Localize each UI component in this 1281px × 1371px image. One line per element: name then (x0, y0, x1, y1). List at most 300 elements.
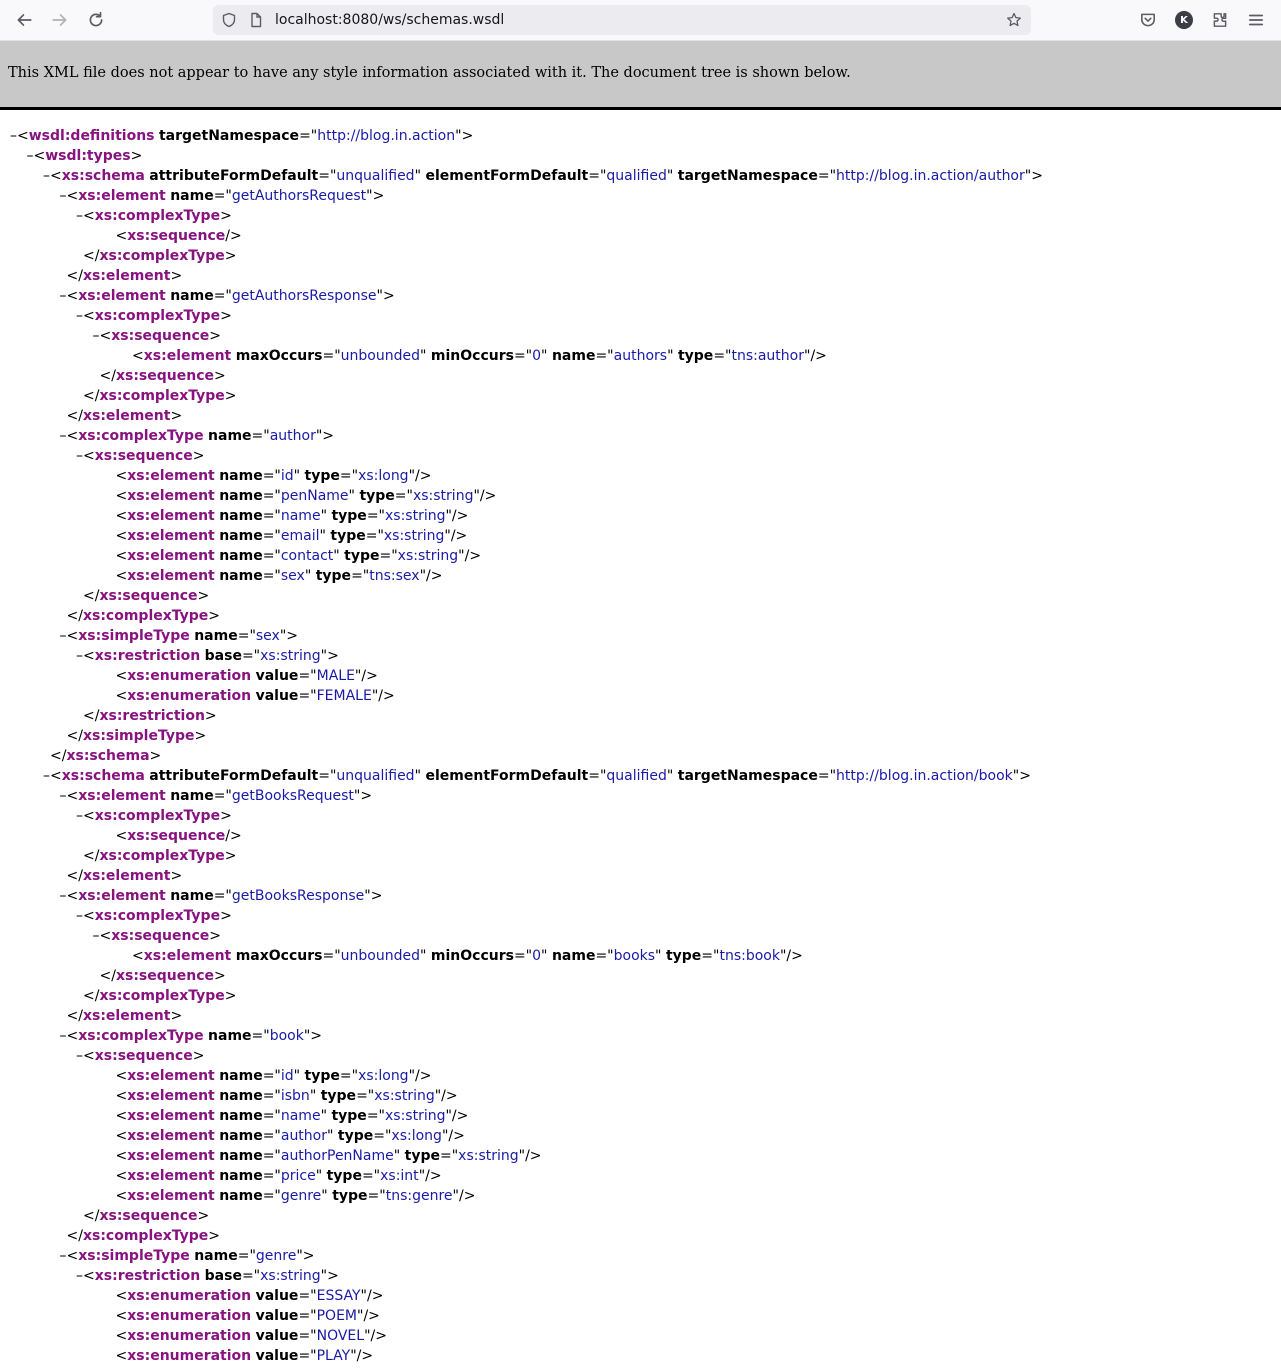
attribute-quote: =" (322, 948, 341, 964)
attribute-quote: " (320, 648, 328, 664)
attribute-name: name (219, 548, 263, 564)
menu-icon[interactable] (1242, 6, 1270, 34)
attribute-quote: " (303, 1028, 311, 1044)
xml-line (0, 1046, 1281, 1066)
tag-bracket: /> (441, 1088, 458, 1104)
tag-bracket: < (83, 208, 95, 224)
attribute-value: id (280, 468, 294, 484)
attribute-name: elementFormDefault (425, 768, 589, 784)
xml-info-message: This XML file does not appear to have any style information associated with it. The document tree is shown below. (8, 65, 851, 81)
star-icon[interactable] (1005, 11, 1023, 29)
attribute-quote: =" (339, 1068, 359, 1084)
xml-document-tree (0, 126, 1281, 1366)
attribute-value: author (280, 1128, 327, 1144)
tag-name: xs:sequence (115, 368, 214, 384)
attribute-name: value (255, 688, 299, 704)
xml-line (0, 1346, 1281, 1366)
xml-line (0, 966, 1281, 986)
tag-bracket: > (149, 748, 162, 764)
xml-line (0, 686, 1281, 706)
tag-name: xs:complexType (99, 388, 225, 404)
attribute-quote: =" (701, 948, 720, 964)
tag-name: xs:element (78, 188, 166, 204)
profile-avatar[interactable]: K (1175, 11, 1193, 29)
pocket-icon[interactable] (1134, 6, 1162, 34)
attribute-quote: " (414, 768, 422, 784)
attribute-quote: =" (262, 1188, 281, 1204)
collapse-toggle[interactable]: – (59, 188, 67, 204)
tag-bracket: /> (426, 568, 443, 584)
xml-line (0, 746, 1281, 766)
tag-bracket: > (170, 1008, 183, 1024)
attribute-quote: =" (379, 548, 398, 564)
attribute-name: name (194, 628, 238, 644)
tag-bracket: </ (99, 968, 116, 984)
attribute-quote: " (393, 1148, 401, 1164)
attribute-quote: =" (713, 348, 732, 364)
tag-bracket: > (194, 728, 207, 744)
tag-name: xs:complexType (94, 808, 221, 824)
attribute-value: xs:string (384, 508, 446, 524)
tag-name: xs:complexType (78, 428, 204, 444)
attribute-quote: " (320, 1268, 328, 1284)
attribute-quote: " (319, 528, 326, 544)
attribute-name: attributeFormDefault (149, 768, 319, 784)
xml-line (0, 1246, 1281, 1266)
xml-line (0, 546, 1281, 566)
attribute-name: name (194, 1248, 238, 1264)
attribute-quote: =" (339, 468, 359, 484)
tag-bracket: < (99, 928, 112, 944)
attribute-value: xs:string (397, 548, 459, 564)
attribute-quote: =" (241, 648, 261, 664)
attribute-quote: " (327, 1128, 334, 1144)
tag-name: xs:element (127, 508, 215, 524)
attribute-quote: =" (361, 1168, 381, 1184)
attribute-quote: " (419, 568, 427, 584)
attribute-quote: " (279, 628, 287, 644)
attribute-value: author (269, 428, 316, 444)
attribute-name: type (665, 948, 702, 964)
tag-bracket: < (66, 888, 79, 904)
tag-name: xs:complexType (94, 908, 221, 924)
attribute-name: type (304, 1068, 340, 1084)
tag-bracket: < (50, 168, 62, 184)
tag-name: xs:element (82, 868, 171, 884)
tag-name: xs:element (127, 548, 215, 564)
tag-bracket: < (66, 188, 79, 204)
page-icon[interactable] (247, 11, 265, 29)
collapse-toggle[interactable]: – (76, 648, 83, 664)
tag-bracket: > (204, 708, 217, 724)
attribute-name: name (551, 948, 596, 964)
tag-bracket: /> (225, 828, 242, 844)
attribute-quote: =" (262, 1128, 281, 1144)
xml-line (0, 926, 1281, 946)
tag-name: xs:element (127, 1128, 215, 1144)
attribute-name: value (255, 1308, 299, 1324)
attribute-quote: " (354, 668, 362, 684)
attribute-name: base (204, 1268, 242, 1284)
attribute-name: value (255, 668, 299, 684)
tag-name: xs:enumeration (127, 688, 252, 704)
tag-name: xs:element (82, 1008, 171, 1024)
attribute-value: POEM (316, 1308, 357, 1324)
tag-bracket: </ (83, 1208, 100, 1224)
tag-bracket: < (115, 468, 128, 484)
attribute-quote: =" (588, 168, 607, 184)
attribute-quote: =" (394, 488, 413, 504)
tag-bracket: < (115, 1068, 128, 1084)
attribute-value: tns:book (719, 948, 780, 964)
collapse-toggle[interactable]: – (92, 328, 100, 344)
xml-line (0, 126, 1281, 146)
attribute-quote: =" (322, 348, 341, 364)
xml-line (0, 1126, 1281, 1146)
attribute-value: xs:string (260, 1268, 321, 1284)
xml-line (0, 1026, 1281, 1046)
xml-line (0, 326, 1281, 346)
attribute-name: name (170, 888, 214, 904)
attribute-value: tns:genre (385, 1188, 453, 1204)
xml-line (0, 826, 1281, 846)
collapse-toggle[interactable]: – (10, 128, 17, 144)
tag-name: xs:sequence (115, 968, 214, 984)
collapse-toggle[interactable]: – (76, 908, 83, 924)
attribute-value: xs:string (412, 488, 474, 504)
tag-bracket: > (197, 588, 210, 604)
xml-line (0, 286, 1281, 306)
attribute-name: minOccurs (430, 948, 514, 964)
tag-bracket: > (224, 988, 237, 1004)
collapse-toggle[interactable]: – (59, 1248, 67, 1264)
collapse-toggle[interactable]: – (43, 768, 50, 784)
tag-bracket: > (209, 328, 222, 344)
collapse-toggle[interactable]: – (59, 888, 67, 904)
tag-name: xs:element (127, 528, 215, 544)
attribute-value: xs:long (391, 1128, 442, 1144)
xml-line (0, 706, 1281, 726)
attribute-quote: " (320, 508, 328, 524)
collapse-toggle[interactable]: – (26, 148, 34, 164)
tag-bracket: < (115, 488, 128, 504)
attribute-name: minOccurs (430, 348, 514, 364)
tag-name: wsdl:types (45, 148, 131, 164)
tag-bracket: > (220, 908, 232, 924)
xml-line (0, 726, 1281, 746)
attribute-quote: " (455, 128, 462, 144)
attribute-quote: =" (237, 628, 256, 644)
tag-bracket: < (115, 548, 128, 564)
attribute-name: type (344, 548, 380, 564)
tag-bracket: /> (366, 1288, 384, 1304)
attribute-name: type (326, 1168, 362, 1184)
attribute-quote: =" (366, 1108, 385, 1124)
attribute-quote: " (293, 1068, 301, 1084)
collapse-toggle[interactable]: – (59, 788, 67, 804)
attribute-quote: " (364, 1328, 371, 1344)
xml-line (0, 346, 1281, 366)
shield-icon[interactable] (220, 11, 238, 29)
attribute-value: penName (280, 488, 349, 504)
attribute-quote: " (315, 428, 323, 444)
attribute-name: type (331, 508, 367, 524)
attribute-quote: =" (298, 1288, 317, 1304)
attribute-quote: =" (439, 1148, 459, 1164)
tag-bracket: > (302, 1248, 315, 1264)
attribute-value: xs:string (260, 648, 321, 664)
tag-bracket: </ (66, 728, 83, 744)
xml-line (0, 206, 1281, 226)
tag-bracket: /> (479, 488, 497, 504)
attribute-quote: =" (262, 1068, 281, 1084)
tag-name: xs:enumeration (127, 1308, 252, 1324)
attribute-quote: =" (262, 568, 281, 584)
tag-name: xs:sequence (111, 328, 210, 344)
tag-bracket: < (115, 568, 128, 584)
attribute-quote: =" (366, 508, 385, 524)
attribute-name: name (208, 1028, 252, 1044)
attribute-quote: " (357, 1308, 364, 1324)
attribute-value: tns:sex (369, 568, 420, 584)
xml-line (0, 406, 1281, 426)
tag-bracket: > (170, 408, 183, 424)
tag-bracket: > (327, 648, 339, 664)
attribute-quote: =" (595, 348, 614, 364)
back-icon[interactable] (10, 6, 38, 34)
attribute-quote: =" (588, 768, 607, 784)
tag-bracket: </ (66, 1228, 83, 1244)
attribute-quote: " (473, 488, 480, 504)
tag-bracket: < (115, 1168, 128, 1184)
tag-bracket: < (83, 908, 95, 924)
attribute-value: xs:int (380, 1168, 419, 1184)
attribute-quote: " (458, 548, 465, 564)
tag-bracket: < (66, 428, 79, 444)
attribute-name: name (219, 568, 263, 584)
tag-bracket: > (208, 608, 221, 624)
tag-name: xs:enumeration (127, 1328, 252, 1344)
tag-bracket: < (115, 1148, 128, 1164)
attribute-quote: " (293, 468, 301, 484)
tag-bracket: </ (66, 268, 83, 284)
tag-bracket: < (66, 1248, 79, 1264)
tag-bracket: </ (66, 1008, 83, 1024)
tag-name: xs:enumeration (127, 668, 252, 684)
attribute-quote: =" (213, 188, 232, 204)
attribute-quote: " (1024, 168, 1032, 184)
tag-bracket: < (83, 448, 95, 464)
collapse-toggle[interactable]: – (76, 448, 83, 464)
xml-line (0, 506, 1281, 526)
tag-bracket: /> (356, 1348, 374, 1364)
tag-name: xs:complexType (99, 848, 225, 864)
collapse-toggle[interactable]: – (76, 208, 83, 224)
tag-bracket: </ (99, 368, 116, 384)
tag-name: xs:sequence (99, 1208, 198, 1224)
attribute-quote: " (350, 1348, 357, 1364)
tag-bracket: > (1031, 168, 1043, 184)
attribute-name: name (219, 1068, 263, 1084)
attribute-name: name (208, 428, 252, 444)
attribute-quote: " (320, 1108, 328, 1124)
tag-bracket: < (115, 1288, 128, 1304)
collapse-toggle[interactable]: – (76, 808, 83, 824)
attribute-name: type (330, 528, 366, 544)
tag-bracket: /> (810, 348, 827, 364)
url-text[interactable]: localhost:8080/ws/schemas.wsdl (275, 12, 505, 28)
attribute-value: unqualified (336, 768, 415, 784)
tag-name: xs:complexType (78, 1028, 204, 1044)
attribute-value: email (280, 528, 320, 544)
attribute-name: type (404, 1148, 440, 1164)
collapse-toggle[interactable]: – (59, 428, 67, 444)
xml-line (0, 246, 1281, 266)
tag-name: xs:sequence (99, 588, 198, 604)
attribute-quote: =" (262, 488, 281, 504)
attribute-quote: =" (213, 788, 232, 804)
attribute-quote: " (518, 1148, 526, 1164)
attribute-value: xs:long (358, 468, 409, 484)
attribute-quote: =" (251, 428, 270, 444)
xml-line (0, 946, 1281, 966)
attribute-value: qualified (606, 768, 667, 784)
url-bar[interactable] (213, 5, 1031, 35)
collapse-toggle[interactable]: – (43, 168, 50, 184)
forward-icon[interactable] (46, 6, 74, 34)
xml-line (0, 1066, 1281, 1086)
attribute-name: type (304, 468, 340, 484)
collapse-toggle[interactable]: – (76, 1268, 83, 1284)
xml-line (0, 466, 1281, 486)
attribute-value: genre (255, 1248, 297, 1264)
attribute-value: NOVEL (316, 1328, 365, 1344)
xml-line (0, 1086, 1281, 1106)
attribute-value: unbounded (340, 948, 420, 964)
tag-bracket: /> (451, 1108, 469, 1124)
collapse-toggle[interactable]: – (76, 1048, 83, 1064)
tag-bracket: < (83, 1268, 95, 1284)
tag-bracket: > (286, 628, 299, 644)
tag-name: xs:complexType (82, 1228, 209, 1244)
attribute-value: tns:author (731, 348, 804, 364)
tag-bracket: < (115, 1088, 128, 1104)
attribute-quote: =" (298, 1348, 317, 1364)
attribute-quote: =" (251, 1028, 270, 1044)
attribute-value: xs:string (458, 1148, 519, 1164)
tag-bracket: < (83, 308, 95, 324)
collapse-toggle[interactable]: – (59, 288, 67, 304)
collapse-toggle[interactable]: – (59, 628, 67, 644)
tag-name: xs:element (78, 788, 166, 804)
tag-bracket: > (224, 848, 237, 864)
tag-name: xs:restriction (94, 1268, 201, 1284)
attribute-quote: " (376, 288, 383, 304)
tag-bracket: > (220, 308, 232, 324)
attribute-quote: " (1012, 768, 1020, 784)
attribute-name: name (219, 508, 263, 524)
extensions-icon[interactable] (1206, 6, 1234, 34)
attribute-quote: " (666, 768, 674, 784)
attribute-value: name (280, 1108, 321, 1124)
attribute-value: authors (613, 348, 668, 364)
tag-bracket: < (115, 1128, 128, 1144)
tag-bracket: < (83, 808, 95, 824)
attribute-quote: =" (298, 1328, 317, 1344)
attribute-quote: " (366, 188, 373, 204)
attribute-quote: =" (356, 1088, 375, 1104)
tag-bracket: > (322, 428, 335, 444)
attribute-name: base (204, 648, 242, 664)
tag-bracket: > (170, 268, 183, 284)
attribute-value: xs:long (358, 1068, 409, 1084)
tag-bracket: < (66, 1028, 79, 1044)
tag-name: xs:element (127, 1108, 215, 1124)
tag-name: xs:element (78, 888, 166, 904)
xml-line (0, 1226, 1281, 1246)
tag-bracket: /> (786, 948, 803, 964)
tag-bracket: > (224, 388, 237, 404)
attribute-name: type (359, 488, 395, 504)
tag-name: xs:sequence (94, 448, 193, 464)
collapse-toggle[interactable]: – (92, 928, 100, 944)
attribute-quote: " (353, 788, 361, 804)
tag-bracket: /> (415, 468, 432, 484)
tag-name: xs:element (78, 288, 166, 304)
attribute-quote: =" (367, 1188, 386, 1204)
tag-bracket: < (83, 648, 95, 664)
attribute-value: name (280, 508, 321, 524)
attribute-quote: " (444, 528, 451, 544)
attribute-name: attributeFormDefault (149, 168, 319, 184)
reload-icon[interactable] (82, 6, 110, 34)
tag-name: xs:element (127, 1088, 215, 1104)
collapse-toggle[interactable]: – (59, 1028, 67, 1044)
attribute-name: elementFormDefault (425, 168, 589, 184)
xml-line (0, 306, 1281, 326)
tag-bracket: < (132, 948, 144, 964)
tag-bracket: < (115, 1108, 128, 1124)
attribute-quote: " (779, 948, 787, 964)
xml-line (0, 386, 1281, 406)
attribute-value: 0 (532, 348, 542, 364)
tag-bracket: < (115, 1308, 128, 1324)
attribute-name: name (219, 528, 263, 544)
xml-line (0, 766, 1281, 786)
attribute-name: name (219, 488, 263, 504)
xml-line (0, 226, 1281, 246)
tag-bracket: < (115, 1188, 128, 1204)
attribute-name: name (219, 1148, 263, 1164)
tag-name: xs:element (127, 568, 215, 584)
attribute-name: type (332, 1188, 368, 1204)
browser-toolbar (0, 0, 1281, 41)
attribute-value: price (280, 1168, 316, 1184)
tag-bracket: < (115, 828, 128, 844)
xml-line (0, 1186, 1281, 1206)
attribute-quote: " (348, 488, 355, 504)
tag-bracket: /> (525, 1148, 542, 1164)
tag-name: xs:sequence (127, 228, 226, 244)
tag-name: xs:simpleType (78, 1248, 190, 1264)
xml-line (0, 266, 1281, 286)
tag-bracket: < (115, 228, 128, 244)
collapse-toggle[interactable]: – (76, 308, 83, 324)
attribute-name: name (551, 348, 596, 364)
tag-bracket: < (115, 1348, 128, 1364)
xml-line (0, 646, 1281, 666)
tag-bracket: < (132, 348, 144, 364)
